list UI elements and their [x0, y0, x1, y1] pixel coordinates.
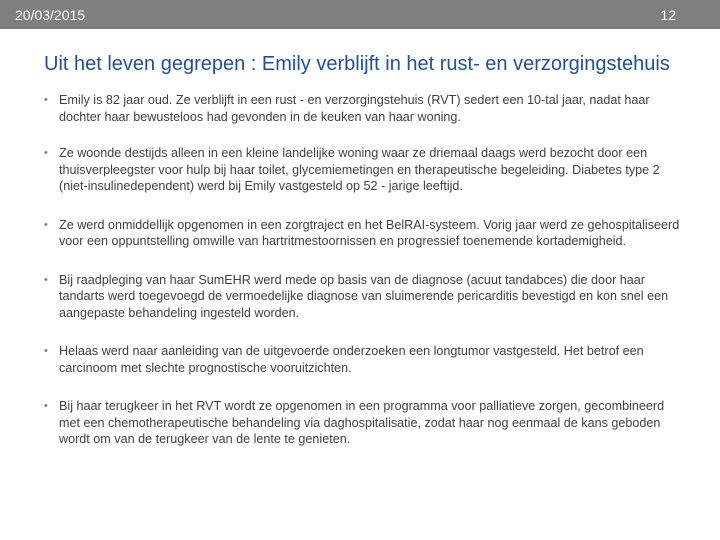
bullet-marker: •	[44, 400, 48, 412]
bullet-item	[44, 92, 684, 125]
bullet-text: Emily is 82 jaar oud. Ze verblijft in een rust - en verzorgingstehuis (RVT) sedert een 10-tal jaar, nadat haar dochter haar bewusteloos had gevonden in de keuken van haar woning.	[59, 93, 650, 124]
header-bar	[0, 0, 720, 29]
bullet-text: Bij raadpleging van haar SumEHR werd mede op basis van de diagnose (acuut tandabces) die door haar tandarts werd toegevoegd de vermoedelijke diagnose van sluimerende pericarditis bevestigd en kon snel een aangepaste behandeling ingesteld worden.	[59, 272, 669, 320]
slide-date: 20/03/2015	[15, 7, 86, 23]
bullet-text: Helaas werd naar aanleiding van de uitgevoerde onderzoeken een longtumor vastgesteld. Het betrof een carcinoom met slechte prognostische vooruitzichten.	[59, 344, 644, 375]
bullet-item	[44, 272, 684, 322]
bullet-marker: •	[44, 147, 48, 159]
slide-title: Uit het leven gegrepen : Emily verblijft in het rust- en verzorgingstehuis	[44, 53, 670, 75]
bullet-marker: •	[44, 94, 48, 106]
bullet-text: Ze werd onmiddellijk opgenomen in een zorgtraject en het BelRAI-systeem. Vorig jaar werd ze gehospitaliseerd voor een oppuntstelling omwille van hartritmestoornissen en progressief toenemende kortademigheid.	[59, 217, 680, 248]
bullet-text: Bij haar terugkeer in het RVT wordt ze opgenomen in een programma voor palliatieve zorgen, gecombineerd met een chemotherapeutische behandeling via daghospitalisatie, zodat haar nog eenmaal de kans geboden wordt om van de terugkeer van de lente te genieten.	[59, 399, 665, 446]
bullet-item	[44, 145, 684, 195]
bullet-marker: •	[44, 218, 48, 231]
bullet-list	[44, 92, 684, 448]
bullet-text: Ze woonde destijds alleen in een kleine landelijke woning waar ze driemaal daags werd bezocht door een thuisverpleegster voor hulp bij haar toilet, glycemiemetingen en therapeutische begeleiding. Diabetes type 2 (niet-insulinedependent) werd bij Emily vastgesteld op 52 - jarige leeftijd.	[59, 146, 660, 193]
bullet-item	[44, 398, 684, 448]
bullet-item	[44, 217, 684, 250]
bullet-item	[44, 343, 684, 376]
bullet-marker: •	[44, 345, 48, 357]
bullet-marker: •	[44, 273, 48, 286]
slide-number: 12	[660, 7, 676, 23]
